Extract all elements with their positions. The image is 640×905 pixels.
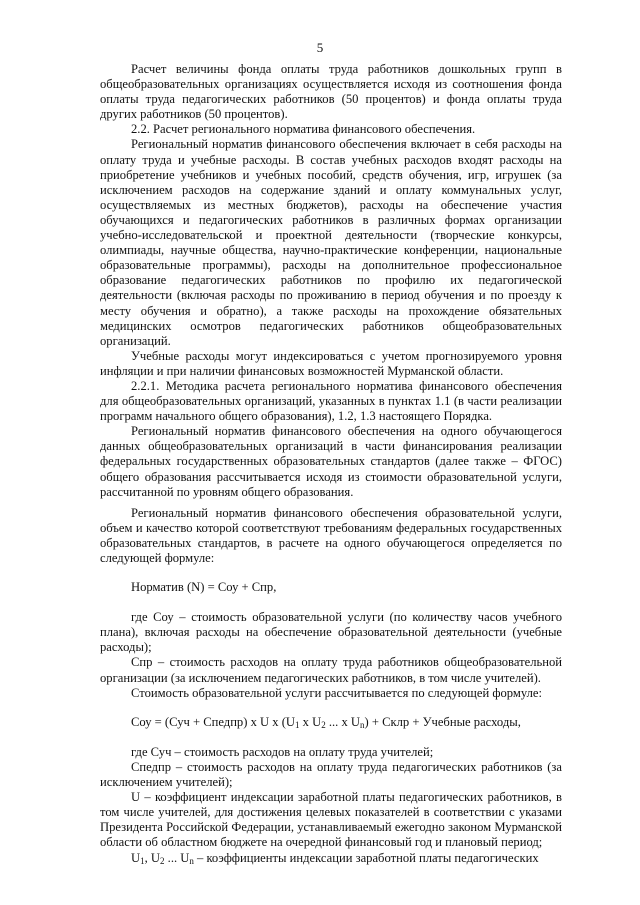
paragraph-preschool-payroll: Расчет величины фонда оплаты труда работников дошкольных групп в общеобразовательных организациях осуществляется исходя из соотношения фонда оплаты труда педагогических работников (50 процентов) и фонда оплаты труда других работников (50 процентов). [100, 62, 562, 122]
u-rest: – коэффициенты индексации заработной платы педагогических [193, 850, 539, 865]
paragraph-formula-intro: Региональный норматив финансового обеспечения образовательной услуги, объем и качество которой соответствуют требованиям федеральных государственных образовательных стандартов, в расчете на одного обучающегося определяется по следующей формуле: [100, 505, 562, 565]
paragraph-standard-per-student: Региональный норматив финансового обеспечения на одного обучающегося данных общеобразовательных организаций в части финансирования реализации федеральных государственных образовательных стандартов (далее также – ФГОС) общего образования рассчитывается исходя из стоимости образовательной услуги, рассчитанной по уровням общего образования. [100, 424, 562, 499]
u-sub2: 2 [160, 855, 165, 866]
u-sep2: ... U [164, 850, 190, 865]
section-heading-2-2-1: 2.2.1. Методика расчета регионального норматива финансового обеспечения для общеобразовательных организаций, указанных в пунктах 1.1 (в части реализации программ начального общего образования), 1.2, 1.3 настоящего Порядка. [100, 378, 562, 424]
u-sub3: n [189, 855, 194, 866]
paragraph-def-u-coefficients [100, 851, 562, 866]
paragraph-regional-standard: Региональный норматив финансового обеспечения включает в себя расходы на оплату труда и учебные расходы. В состав учебных расходов входят расходы на приобретение учебников и учебных пособий, средств обучения, игр, игрушек (за исключением расходов на содержание зданий и оплату коммунальных услуг, осуществляемых из местных бюджетов), расходы на обеспечение участия обучающихся и педагогических работников в различных формах организации учебно-исследовательской и проектной деятельности (творческие конкурсы, олимпиады, научные общества, научно-практические конференции, национальные образовательные программы), расходы на дополнительное профессиональное образование педагогических работников по профилю их педагогической деятельности (включая расходы по проживанию в период обучения и по проезду к месту обучения и обратно), а также расходы на прохождение обязательных медицинских осмотров педагогических работников общеобразовательных организаций. [100, 137, 562, 348]
formula-cost-part2: х U [299, 714, 322, 729]
paragraph-cost-formula-intro: Стоимость образовательной услуги рассчитывается по следующей формуле: [131, 685, 542, 700]
formula-cost-sub3: n [360, 719, 365, 730]
formula-cost-part4: ) + Склр + Учебные расходы, [364, 714, 521, 729]
paragraph-def-u: U – коэффициент индексации заработной платы педагогических работников, в том числе учителей, для достижения целевых показателей в соответствии с указами Президента Российской Федерации, устанавливаемый ежегодно законом Мурманской области об областном бюджете на очередной финансовый год и плановый период; [100, 790, 562, 850]
formula-cost-sub1: 1 [295, 719, 300, 730]
formula-cost-part1: Соу = (Суч + Спедпр) х U х (U [131, 714, 295, 729]
paragraph-def-spedpr: Спедпр – стоимость расходов на оплату труда педагогических работников (за исключением учителей); [100, 759, 562, 790]
section-heading-2-2: 2.2. Расчет регионального норматива финансового обеспечения. [131, 122, 476, 137]
document-body [100, 62, 562, 866]
formula-norm: Норматив (N) = Соу + Спр, [131, 580, 277, 595]
u-letter: U [131, 850, 141, 865]
u-sep1: , U [144, 850, 161, 865]
page-number: 5 [316, 40, 324, 55]
u-sub1: 1 [140, 855, 145, 866]
formula-cost [100, 715, 562, 730]
paragraph-def-cou: где Соу – стоимость образовательной услуги (по количеству часов учебного плана), включая расходы на обеспечение образовательной деятельности (учебные расходы); [100, 610, 562, 655]
paragraph-indexation: Учебные расходы могут индексироваться с учетом прогнозируемого уровня инфляции и при наличии финансовых возможностей Мурманской области. [100, 348, 562, 378]
paragraph-def-spr: Спр – стоимость расходов на оплату труда работников общеобразовательной организации (за исключением педагогических работников, в том числе учителей). [100, 655, 562, 685]
formula-cost-sub2: 2 [321, 719, 326, 730]
formula-cost-part3: ... х U [325, 714, 360, 729]
paragraph-def-such: где Суч – стоимость расходов на оплату труда учителей; [131, 744, 434, 759]
